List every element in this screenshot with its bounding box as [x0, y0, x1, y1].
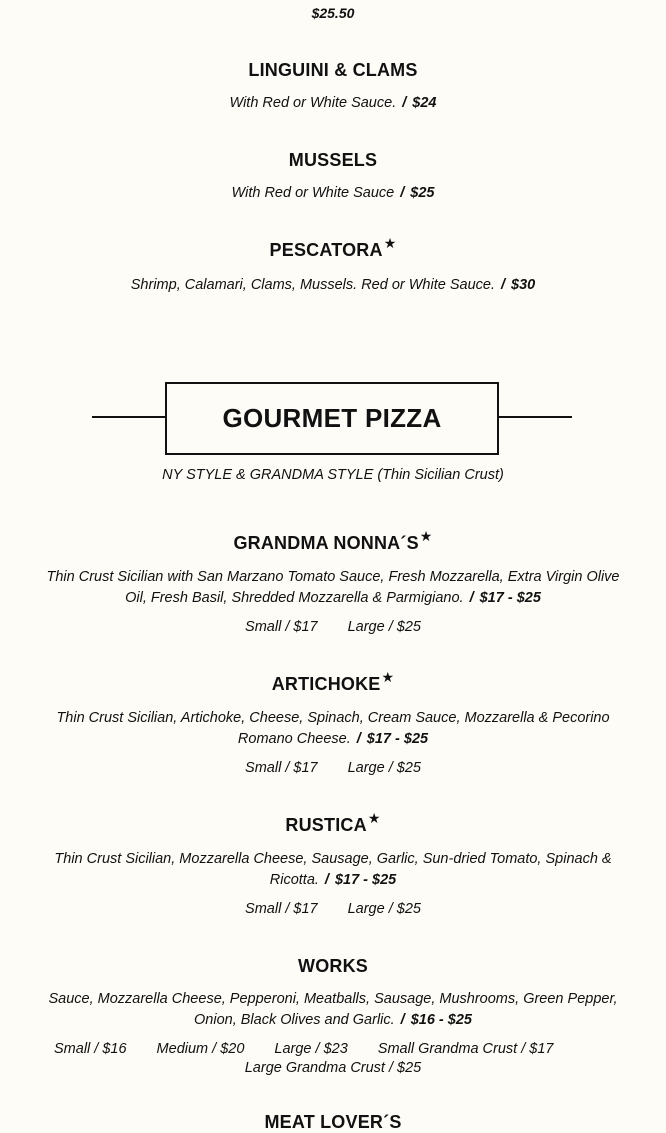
section-subtitle: NY STYLE & GRANDMA STYLE (Thin Sicilian Crust) — [162, 467, 504, 483]
menu-item-desc-pescatora: Shrimp, Calamari, Clams, Mussels. Red or White Sauce. / $30 — [130, 277, 536, 293]
banner-right-rule — [499, 416, 572, 418]
star-icon: ★ — [367, 810, 381, 826]
menu-item-desc-grandma-nonnas: Thin Crust Sicilian with San Marzano Tomato Sauce, Fresh Mozzarella, Extra Virgin Olive Oil, Fresh Basil, Shredded Mozzarella & Parmigiano. / $17 - $25 — [46, 569, 620, 606]
menu-item-name-works: WORKS — [298, 956, 368, 976]
menu-item-name-rustica: RUSTICA★ — [285, 810, 381, 835]
menu-item-sizes-rustica: Small / $17 Large / $25 — [245, 901, 421, 917]
menu-item-desc-mussels: With Red or White Sauce / $25 — [231, 185, 435, 201]
menu-item-name-linguini: LINGUINI & CLAMS — [248, 60, 418, 80]
menu-item-sizes-works-line2: Large Grandma Crust / $25 — [244, 1060, 422, 1076]
menu-item-name-mussels: MUSSELS — [288, 150, 378, 170]
menu-item-name-pescatora: PESCATORA★ — [269, 235, 397, 260]
menu-item-sizes-works: Small / $16 Medium / $20 Large / $23 Small Grandma Crust / $17 — [54, 1041, 554, 1057]
menu-item-desc-linguini: With Red or White Sauce. / $24 — [229, 95, 437, 111]
menu-item-desc-artichoke: Thin Crust Sicilian, Artichoke, Cheese, Spinach, Cream Sauce, Mozzarella & Pecorino Romano Cheese. / $17 - $25 — [56, 710, 610, 747]
star-icon: ★ — [381, 669, 395, 685]
star-icon: ★ — [383, 235, 397, 251]
previous-item-price: $25.50 — [311, 5, 355, 21]
menu-item-name-artichoke: ARTICHOKE★ — [271, 669, 395, 694]
section-title: GOURMET PIZZA — [165, 382, 499, 455]
menu-item-desc-works: Sauce, Mozzarella Cheese, Pepperoni, Meatballs, Sausage, Mushrooms, Green Pepper, Onion, Black Olives and Garlic. / $16 - $25 — [48, 991, 618, 1028]
menu-item-sizes-grandma-nonnas: Small / $17 Large / $25 — [245, 619, 421, 635]
menu-item-name-meat-lovers: MEAT LOVER´S — [264, 1112, 402, 1132]
menu-item-name-grandma-nonnas: GRANDMA NONNA´S★ — [233, 528, 433, 553]
menu-item-sizes-artichoke: Small / $17 Large / $25 — [245, 760, 421, 776]
menu-item-desc-rustica: Thin Crust Sicilian, Mozzarella Cheese, Sausage, Garlic, Sun-dried Tomato, Spinach & Ricotta. / $17 - $25 — [54, 851, 612, 888]
star-icon: ★ — [419, 528, 433, 544]
banner-left-rule — [92, 416, 165, 418]
